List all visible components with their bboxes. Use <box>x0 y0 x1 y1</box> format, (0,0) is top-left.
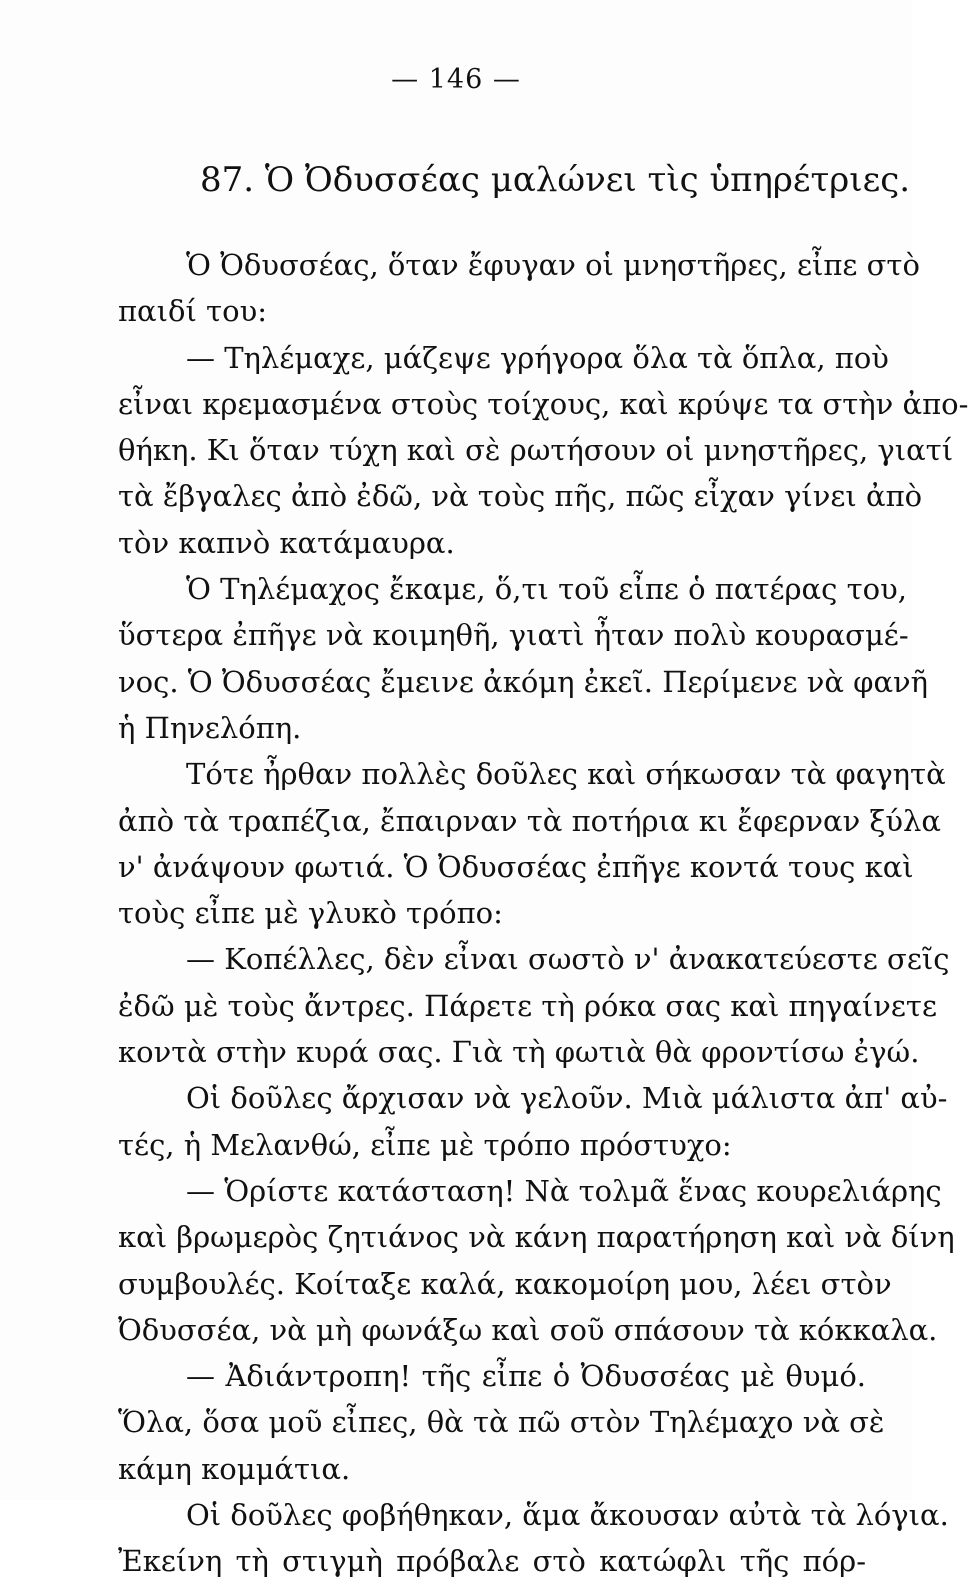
text-line: τὰ ἔβγαλες ἀπὸ ἐδῶ, νὰ τοὺς πῆς, πῶς εἶχαν γίνει ἀπὸ <box>118 479 923 514</box>
text-line: Ὁ Τηλέμαχος ἔκαμε, ὅ,τι τοῦ εἶπε ὁ πατέρας του, <box>186 572 907 607</box>
text-line: εἶναι κρεμασμένα στοὺς τοίχους, καὶ κρύψε τα στὴν ἀπο- <box>118 386 968 421</box>
text-line: ἀπὸ τὰ τραπέζια, ἔπαιρναν τὰ ποτήρια κι ἔφερναν ξύλα <box>118 803 942 838</box>
text-line: κοντὰ στὴν κυρά σας. Γιὰ τὴ φωτιὰ θὰ φροντίσω ἐγώ. <box>118 1035 920 1070</box>
text-line: ἐδῶ μὲ τοὺς ἄντρες. Πάρετε τὴ ρόκα σας καὶ πηγαίνετε <box>118 988 937 1023</box>
body-text <box>118 242 968 1585</box>
text-line: Ὀδυσσέα, νὰ μὴ φωνάξω καὶ σοῦ σπάσουν τὰ κόκκαλα. <box>118 1312 938 1347</box>
text-line: — Ὁρίστε κατάσταση! Νὰ τολμᾶ ἕνας κουρελιάρης <box>186 1173 942 1208</box>
text-line: τοὺς εἶπε μὲ γλυκὸ τρόπο: <box>118 896 503 931</box>
text-line: τές, ἡ Μελανθώ, εἶπε μὲ τρόπο πρόστυχο: <box>118 1127 732 1162</box>
text-line: Ὅλα, ὅσα μοῦ εἶπες, θὰ τὰ πῶ στὸν Τηλέμαχο νὰ σὲ <box>118 1405 885 1440</box>
text-line: τὸν καπνὸ κατάμαυρα. <box>118 525 455 560</box>
text-line: Ὁ Ὀδυσσέας, ὅταν ἔφυγαν οἱ μνηστῆρες, εἶπε στὸ <box>186 248 920 282</box>
text-line: — Τηλέμαχε, μάζεψε γρήγορα ὅλα τὰ ὅπλα, ποὺ <box>186 340 889 375</box>
text-line: Οἱ δοῦλες φοβήθηκαν, ἅμα ἄκουσαν αὐτὰ τὰ λόγια. <box>186 1498 949 1533</box>
page-number: — 146 — <box>391 64 521 95</box>
text-line: κάμη κομμάτια. <box>118 1451 351 1486</box>
text-line: ἡ Πηνελόπη. <box>118 710 302 745</box>
text-line: Τότε ἦρθαν πολλὲς δοῦλες καὶ σήκωσαν τὰ φαγητὰ <box>186 757 946 792</box>
text-line: καὶ βρωμερὸς ζητιάνος νὰ κάνη παρατήρηση καὶ νὰ δίνη <box>118 1220 955 1255</box>
text-line: συμβουλές. Κοίταξε καλά, κακομοίρη μου, λέει στὸν <box>118 1266 892 1301</box>
text-line: παιδί του: <box>118 294 267 329</box>
text-line: νος. Ὁ Ὀδυσσέας ἔμεινε ἀκόμη ἐκεῖ. Περίμενε νὰ φανῆ <box>118 664 929 699</box>
text-line: ὕστερα ἐπῆγε νὰ κοιμηθῆ, γιατὶ ἦταν πολὺ κουρασμέ- <box>118 618 909 653</box>
text-line: Οἱ δοῦλες ἄρχισαν νὰ γελοῦν. Μιὰ μάλιστα ἀπ' αὐ- <box>186 1081 948 1116</box>
text-line: ν' ἀνάψουν φωτιά. Ὁ Ὀδυσσέας ἐπῆγε κοντά τους καὶ <box>118 849 914 884</box>
text-line: θήκη. Κι ὅταν τύχη καὶ σὲ ρωτήσουν οἱ μνηστῆρες, γιατί <box>118 433 954 468</box>
chapter-title: 87. Ὁ Ὀδυσσέας μαλώνει τὶς ὑπηρέτριες. <box>200 160 911 200</box>
text-line: — Κοπέλλες, δὲν εἶναι σωστὸ ν' ἀνακατεύεστε σεῖς <box>186 942 950 977</box>
text-line: Ἐκείνη τὴ στιγμὴ πρόβαλε στὸ κατώφλι τῆς πόρ- <box>118 1544 866 1579</box>
text-line: — Ἀδιάντροπη! τῆς εἶπε ὁ Ὀδυσσέας μὲ θυμό. <box>186 1359 866 1394</box>
